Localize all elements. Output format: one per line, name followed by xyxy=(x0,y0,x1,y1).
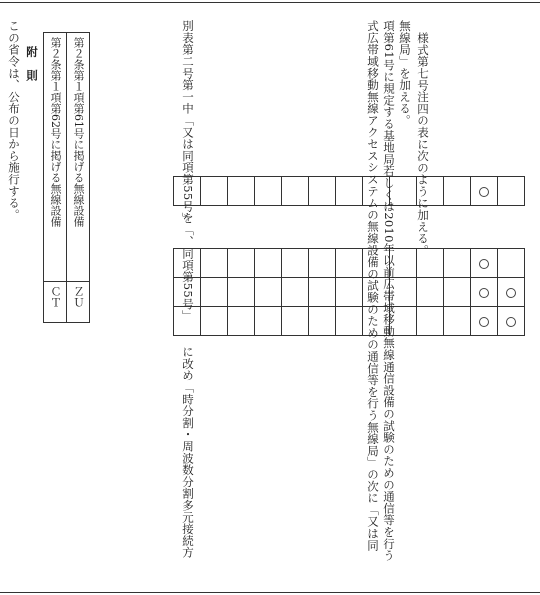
grid-cell xyxy=(255,177,282,206)
grid-cell xyxy=(282,278,309,307)
grid-cell xyxy=(228,278,255,307)
body-line-4: 無線局」を加える。 xyxy=(398,20,412,127)
grid-cell xyxy=(336,249,363,278)
grid-cell xyxy=(309,278,336,307)
circle-mark-icon xyxy=(479,288,489,298)
circle-mark-icon xyxy=(479,259,489,269)
grid-cell xyxy=(309,249,336,278)
grid-cell xyxy=(201,177,228,206)
grid-cell xyxy=(471,278,498,307)
grid-cell xyxy=(471,177,498,206)
grid-cell xyxy=(309,177,336,206)
grid-cell xyxy=(174,177,201,206)
grid-cell xyxy=(282,249,309,278)
grid-cell xyxy=(174,307,201,336)
grid-cell xyxy=(336,307,363,336)
grid-cell xyxy=(201,307,228,336)
supplementary-text: この省令は、公布の日から施行する。 xyxy=(7,20,21,221)
circle-mark-icon xyxy=(506,317,516,327)
equipment-label: 第２条第１項第61号に掲げる無線設備 xyxy=(67,33,90,282)
grid-cell xyxy=(498,307,525,336)
grid-cell xyxy=(174,278,201,307)
radio-equipment-table xyxy=(43,32,90,323)
grid-cell xyxy=(282,307,309,336)
grid-cell xyxy=(498,249,525,278)
grid-cell xyxy=(228,177,255,206)
grid-cell xyxy=(201,278,228,307)
grid-cell xyxy=(336,278,363,307)
grid-cell xyxy=(255,307,282,336)
circle-mark-icon xyxy=(479,187,489,197)
body-line-2: 式広帯域移動無線アクセスシステムの無線設備の試験のための通信等を行う無線局」の次に「又は同 xyxy=(366,20,380,551)
grid-cell xyxy=(498,177,525,206)
circle-mark-icon xyxy=(479,317,489,327)
form-grid-top xyxy=(173,176,525,206)
grid-cell xyxy=(417,278,444,307)
grid-cell xyxy=(336,177,363,206)
body-line-1: 別表第二号第一中「又は同項第55号」 xyxy=(181,20,195,225)
body-line-1-end: に改め「時分割・周波数分割多元接続方 xyxy=(181,346,195,559)
grid-cell xyxy=(201,249,228,278)
grid-cell xyxy=(309,307,336,336)
equipment-code: ＺＵ xyxy=(67,282,90,323)
grid-cell xyxy=(174,249,201,278)
form-grid-bottom xyxy=(173,248,525,336)
grid-cell xyxy=(255,278,282,307)
top-rule xyxy=(0,2,540,3)
grid-cell xyxy=(255,249,282,278)
body-line-3: 項第61号に規定する基地局若しくは2010年以前広帯域移動無線通信設備の試験のための通信等を行う xyxy=(382,20,396,562)
grid-cell xyxy=(471,249,498,278)
bottom-rule xyxy=(0,592,540,593)
equipment-label: 第２条第１項第62号に掲げる無線設備 xyxy=(44,33,67,282)
grid-cell xyxy=(498,278,525,307)
supplementary-heading: 附 則 xyxy=(25,46,39,82)
grid-cell xyxy=(228,249,255,278)
grid-cell xyxy=(282,177,309,206)
grid-cell xyxy=(444,249,471,278)
grid-cell xyxy=(444,177,471,206)
equipment-code: ＣＴ xyxy=(44,282,67,323)
body-line-5: 様式第七号注四の表に次のように加える。 xyxy=(416,32,430,257)
grid-cell xyxy=(228,307,255,336)
grid-cell xyxy=(471,307,498,336)
grid-cell xyxy=(444,278,471,307)
grid-cell xyxy=(444,307,471,336)
body-line-1-mid: を「、同項第55号」 xyxy=(181,212,195,322)
grid-cell xyxy=(417,307,444,336)
circle-mark-icon xyxy=(506,288,516,298)
